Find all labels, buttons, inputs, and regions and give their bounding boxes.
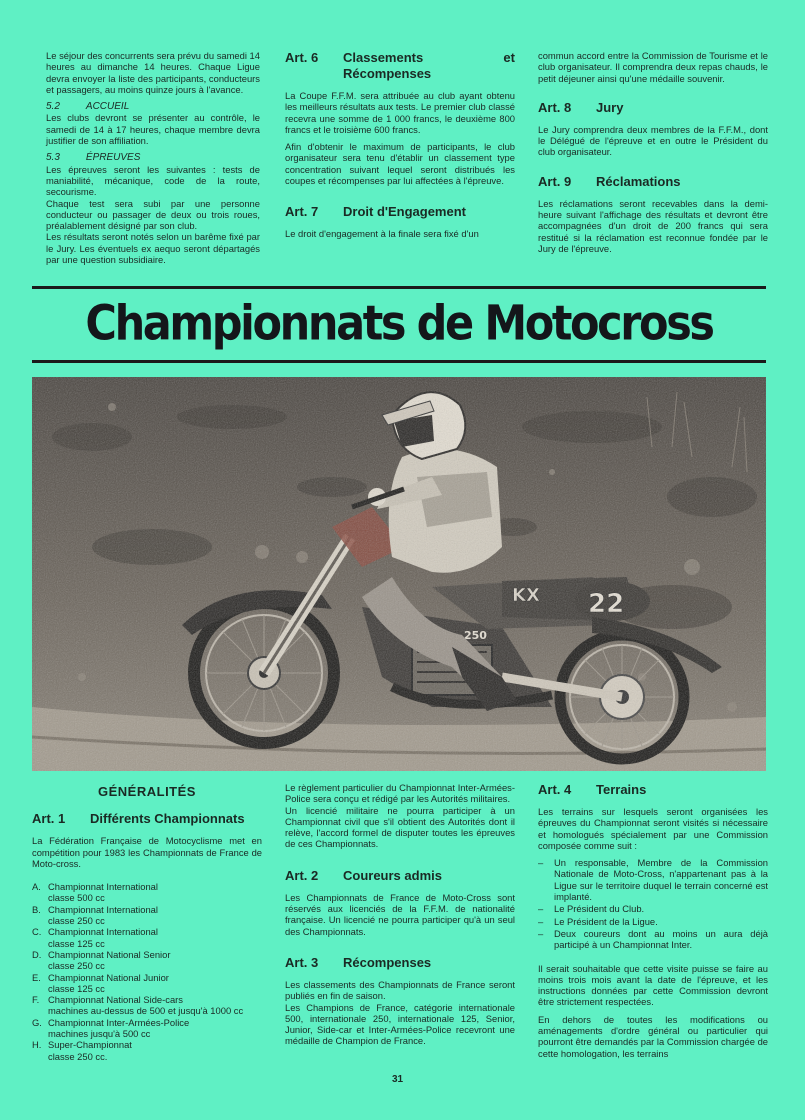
championship-name: Championnat National Junior (48, 971, 169, 983)
section-5-3-text-2: Chaque test sera subi par une personne conducteur ou passager de deux ou trois roues, préalablement désigné par son club. (46, 197, 260, 232)
commission-members-list (538, 857, 768, 950)
art-1-paragraph: La Fédération Française de Motocyclisme met en compétition pour 1983 les Championnats de France de Moto-cross. (32, 835, 262, 869)
intro-paragraph: Le séjour des concurrents sera prévu du samedi 14 heures au dimanche 14 heures. Chaque Ligue devra envoyer la liste des participants, conducteurs et passagers, au moins quinze jours à l'avance. (46, 50, 260, 95)
championship-name: Championnat National Side-cars (48, 994, 183, 1006)
art-7-continuation: commun accord entre la Commission de Tourisme et le club organisateur. Il comprendra deux repas chauds, le petit déjeuner ainsi qu'une médaille souvenir. (538, 50, 768, 84)
championship-item (32, 904, 262, 927)
championship-key: F. (32, 994, 40, 1006)
page-number: 31 (392, 1074, 404, 1085)
art-3-paragraph-1: Les classements des Championnats de France seront publiés en fin de saison. (285, 978, 515, 1002)
art-3-paragraph-2: Les Champions de France, catégorie internationale 500, internationale 250, internationale 125, Senior, Junior, Side-car et Inter-Armées-Police recevront une médaille de Champion de France. (285, 1001, 515, 1047)
championship-class: classe 250 cc. (48, 1050, 108, 1062)
championship-name: Championnat International (48, 926, 158, 938)
championship-key: A. (32, 881, 41, 893)
art-7-paragraph: Le droit d'engagement à la finale sera fixé d'un (285, 228, 479, 240)
commission-member-item (538, 916, 768, 927)
championship-key: C. (32, 926, 42, 938)
bottom-column-3 (538, 780, 768, 1065)
page-title: Championnats de Motocross (85, 296, 713, 352)
championship-item (32, 949, 262, 972)
championship-item (32, 994, 262, 1017)
top-column-1 (46, 50, 260, 265)
championship-item (32, 1017, 262, 1040)
bottom-rule (32, 360, 766, 363)
commission-member-item (538, 928, 768, 951)
championship-item (32, 1039, 262, 1062)
championship-text (48, 926, 158, 949)
art-2-heading: Art. 2 Coureurs admis (285, 867, 442, 883)
championship-key: H. (32, 1039, 42, 1051)
bottom-column-1 (32, 780, 262, 1062)
art-4-paragraph-1: Les terrains sur lesquels seront organisées les épreuves du Championnat seront visités si nécessaire et homologués spécialement par une Commission composée comme suit : (538, 806, 768, 851)
generalites-heading: GÉNÉRALITÉS (98, 784, 196, 799)
championships-list (32, 881, 262, 1062)
art-4-heading: Art. 4 Terrains (538, 782, 647, 797)
dash-marker: – (538, 927, 544, 939)
championship-item (32, 881, 262, 904)
art-1-heading: Art. 1 Différents Championnats (32, 811, 245, 827)
motocross-rider-illustration (32, 377, 766, 771)
championship-text (48, 881, 158, 904)
championship-class: machines au-dessus de 500 et jusqu'à 1000 cc (48, 1005, 244, 1017)
championship-text (48, 904, 158, 927)
top-rule (32, 286, 766, 289)
art-2-paragraph: Les Championnats de France de Moto-Cross sont réservés aux licenciés de la F.F.M. de nationalité française. Un licencié ne pourra participer qu'à un seul des Championnats. (285, 891, 515, 937)
championship-class: classe 500 cc (48, 892, 105, 904)
commission-member-text: Le Président du Club. (554, 903, 645, 915)
championship-name: Championnat Inter-Armées-Police (48, 1016, 190, 1028)
championship-text (48, 972, 169, 995)
art-4-paragraph-2: Il serait souhaitable que cette visite puisse se faire au moins trois mois avant la date de l'épreuve, et les instructions données par cette Commission devront être strictement respectées. (538, 962, 768, 1008)
art-9-paragraph: Les réclamations seront recevables dans la demi-heure suivant l'affichage des résultats et devront être accompagnées d'un droit de 200 francs qui sera restitué si la réclamation est reconnue fondée par le Jury de l'épreuve. (538, 197, 768, 254)
championship-text (48, 1039, 132, 1062)
championship-key: B. (32, 903, 41, 915)
section-5-2-heading: 5.2 ACCUEIL (46, 101, 130, 113)
championship-key: D. (32, 948, 42, 960)
championship-class: classe 125 cc (48, 937, 105, 949)
art-6-heading: Art. 6 Classements et Récompenses (285, 50, 515, 81)
dash-marker: – (538, 857, 544, 869)
commission-member-text: Le Président de la Ligue. (554, 915, 658, 927)
motocross-photo (32, 377, 766, 771)
art-6-paragraph-1: La Coupe F.F.M. sera attribuée au club ayant obtenu les meilleurs résultats aux tests. Le premier club classé recevra une somme de 1 000 francs, le deuxième 800 francs et le troisième 600 francs. (285, 90, 515, 135)
championship-name: Super-Championnat (48, 1039, 132, 1051)
championship-item (32, 926, 262, 949)
championship-class: machines jusqu'à 500 cc (48, 1028, 151, 1040)
championship-class: classe 250 cc (48, 960, 105, 972)
championship-name: Championnat National Senior (48, 948, 171, 960)
championship-key: G. (32, 1016, 42, 1028)
military-paragraph-1: Le règlement particulier du Championnat Inter-Armées-Police sera conçu et rédigé par les Autorités militaires. (285, 782, 515, 805)
commission-member-text: Un responsable, Membre de la Commission Nationale de Moto-Cross, n'appartenant pas à la Ligue sur le territoire duquel le terrain concerné est implanté. (554, 857, 768, 903)
dash-marker: – (538, 903, 544, 915)
top-column-2 (285, 50, 515, 246)
championship-item (32, 972, 262, 995)
commission-member-text: Deux coureurs dont au moins un aura déjà participé à un Championnat Inter. (554, 927, 768, 951)
bottom-column-2 (285, 782, 515, 1053)
championship-text (48, 949, 170, 972)
art-4-paragraph-3: En dehors de toutes les modifications ou aménagements d'ordre général ou particulier qui pourront être demandés par la Commission chargée de cette homologation, les terrains (538, 1013, 768, 1059)
championship-name: Championnat International (48, 881, 158, 893)
section-5-3-heading: 5.3 ÉPREUVES (46, 152, 141, 164)
top-column-3 (538, 50, 768, 260)
art-7-heading: Art. 7 Droit d'Engagement (285, 204, 466, 220)
championship-class: classe 250 cc (48, 915, 105, 927)
art-6-paragraph-2: Afin d'obtenir le maximum de participants, le club organisateur sera tenu d'établir un classement type concentration suivant lequel seront distribués les coupes et récompenses par lui affectées à l'épreuve. (285, 141, 515, 187)
commission-member-item (538, 903, 768, 914)
championship-name: Championnat International (48, 903, 158, 915)
art-8-heading: Art. 8 Jury (538, 99, 624, 115)
section-5-2-text: Les clubs devront se présenter au contrôle, le samedi de 14 à 17 heures, chaque membre devra justifier de son affiliation. (46, 112, 260, 147)
championship-key: E. (32, 971, 41, 983)
championship-text (48, 994, 243, 1017)
art-9-heading: Art. 9 Réclamations (538, 173, 681, 189)
military-paragraph-2: Un licencié militaire ne pourra participer à un Championnat civil que s'il obtient des Autorités dont il relève, l'accord formel de disputer toutes les épreuves de ces Championnats. (285, 804, 515, 850)
commission-member-item (538, 857, 768, 902)
section-5-3-text-3: Les résultats seront notés selon un barême fixé par le Jury. Les éventuels ex aequo seront départagés par une question subsidiaire. (46, 231, 260, 266)
art-3-heading: Art. 3 Récompenses (285, 954, 432, 970)
dash-marker: – (538, 915, 544, 927)
section-5-3-text-1: Les épreuves seront les suivantes : tests de maniabilité, mécanique, code de la route, secourisme. (46, 163, 260, 198)
championship-class: classe 125 cc (48, 982, 105, 994)
championship-text (48, 1017, 189, 1040)
art-8-paragraph: Le Jury comprendra deux membres de la F.F.M., dont le Délégué de l'épreuve et en outre le Président du club organisateur. (538, 123, 768, 158)
